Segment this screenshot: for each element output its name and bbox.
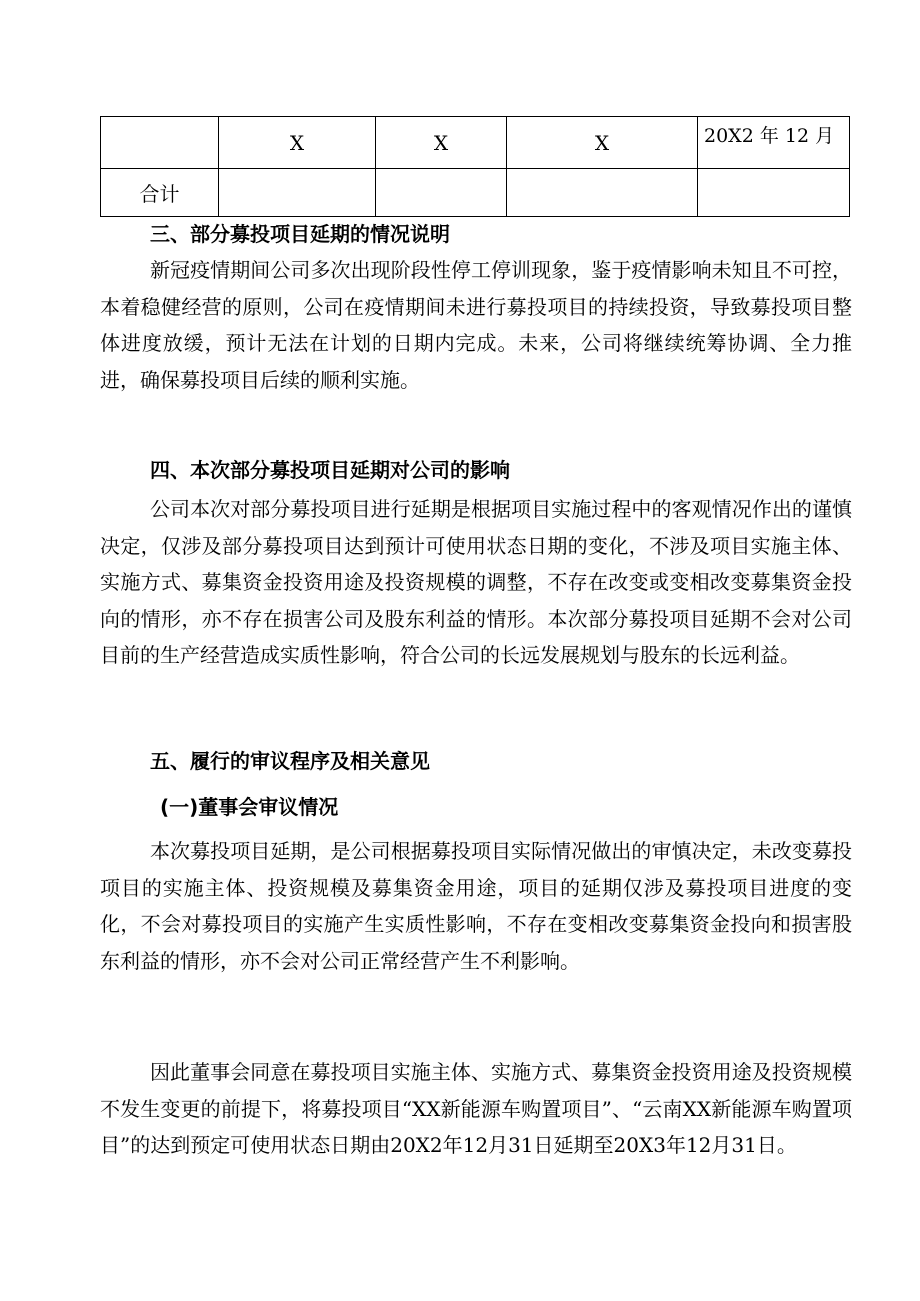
section-4-heading: 四、本次部分募投项目延期对公司的影响 [150,458,510,482]
table-cell-date: 20X2 年 12 月 [698,117,850,169]
table-cell: X [507,117,698,169]
table-cell [101,117,219,169]
section-3-paragraph: 新冠疫情期间公司多次出现阶段性停工停训现象，鉴于疫情影响未知且不可控，本着稳健经营的原则，公司在疫情期间未进行募投项目的持续投资，导致募投项目整体进度放缓，预计无法在计划的日期内完成。未来，公司将继续统筹协调、全力推进，确保募投项目后续的顺利实施。 [100,258,852,392]
section-3-heading: 三、部分募投项目延期的情况说明 [150,222,450,246]
table-row [101,117,850,169]
fund-project-table [100,116,850,217]
table-cell [376,169,507,217]
table-cell: X [376,117,507,169]
table-cell [219,169,376,217]
table-cell [507,169,698,217]
section-4-paragraph: 公司本次对部分募投项目进行延期是根据项目实施过程中的客观情况作出的谨慎决定，仅涉及部分募投项目达到预计可使用状态日期的变化，不涉及项目实施主体、实施方式、募集资金投资用途及投资规模的调整，不存在改变或变相改变募集资金投向的情形，亦不存在损害公司及股东利益的情形。本次部分募投项目延期不会对公司目前的生产经营造成实质性影响，符合公司的长远发展规划与股东的长远利益。 [100,497,852,667]
board-review-paragraph-1: 本次募投项目延期，是公司根据募投项目实际情况做出的审慎决定，未改变募投项目的实施主体、投资规模及募集资金用途，项目的延期仅涉及募投项目进度的变化，不会对募投项目的实施产生实质性影响，不存在变相改变募集资金投向和损害股东利益的情形，亦不会对公司正常经营产生不利影响。 [100,839,852,973]
table-row-total [101,169,850,217]
board-review-paragraph-2: 因此董事会同意在募投项目实施主体、实施方式、募集资金投资用途及投资规模不发生变更的前提下，将募投项目“XX新能源车购置项目”、“云南XX新能源车购置项目”的达到预定可使用状态日期由20X2年12月31日延期至20X3年12月31日。 [100,1060,852,1157]
subsection-board-heading: (一)董事会审议情况 [160,795,339,819]
section-5-heading: 五、履行的审议程序及相关意见 [150,749,430,773]
total-label: 合计 [101,169,219,217]
table-cell: X [219,117,376,169]
table-cell [698,169,850,217]
